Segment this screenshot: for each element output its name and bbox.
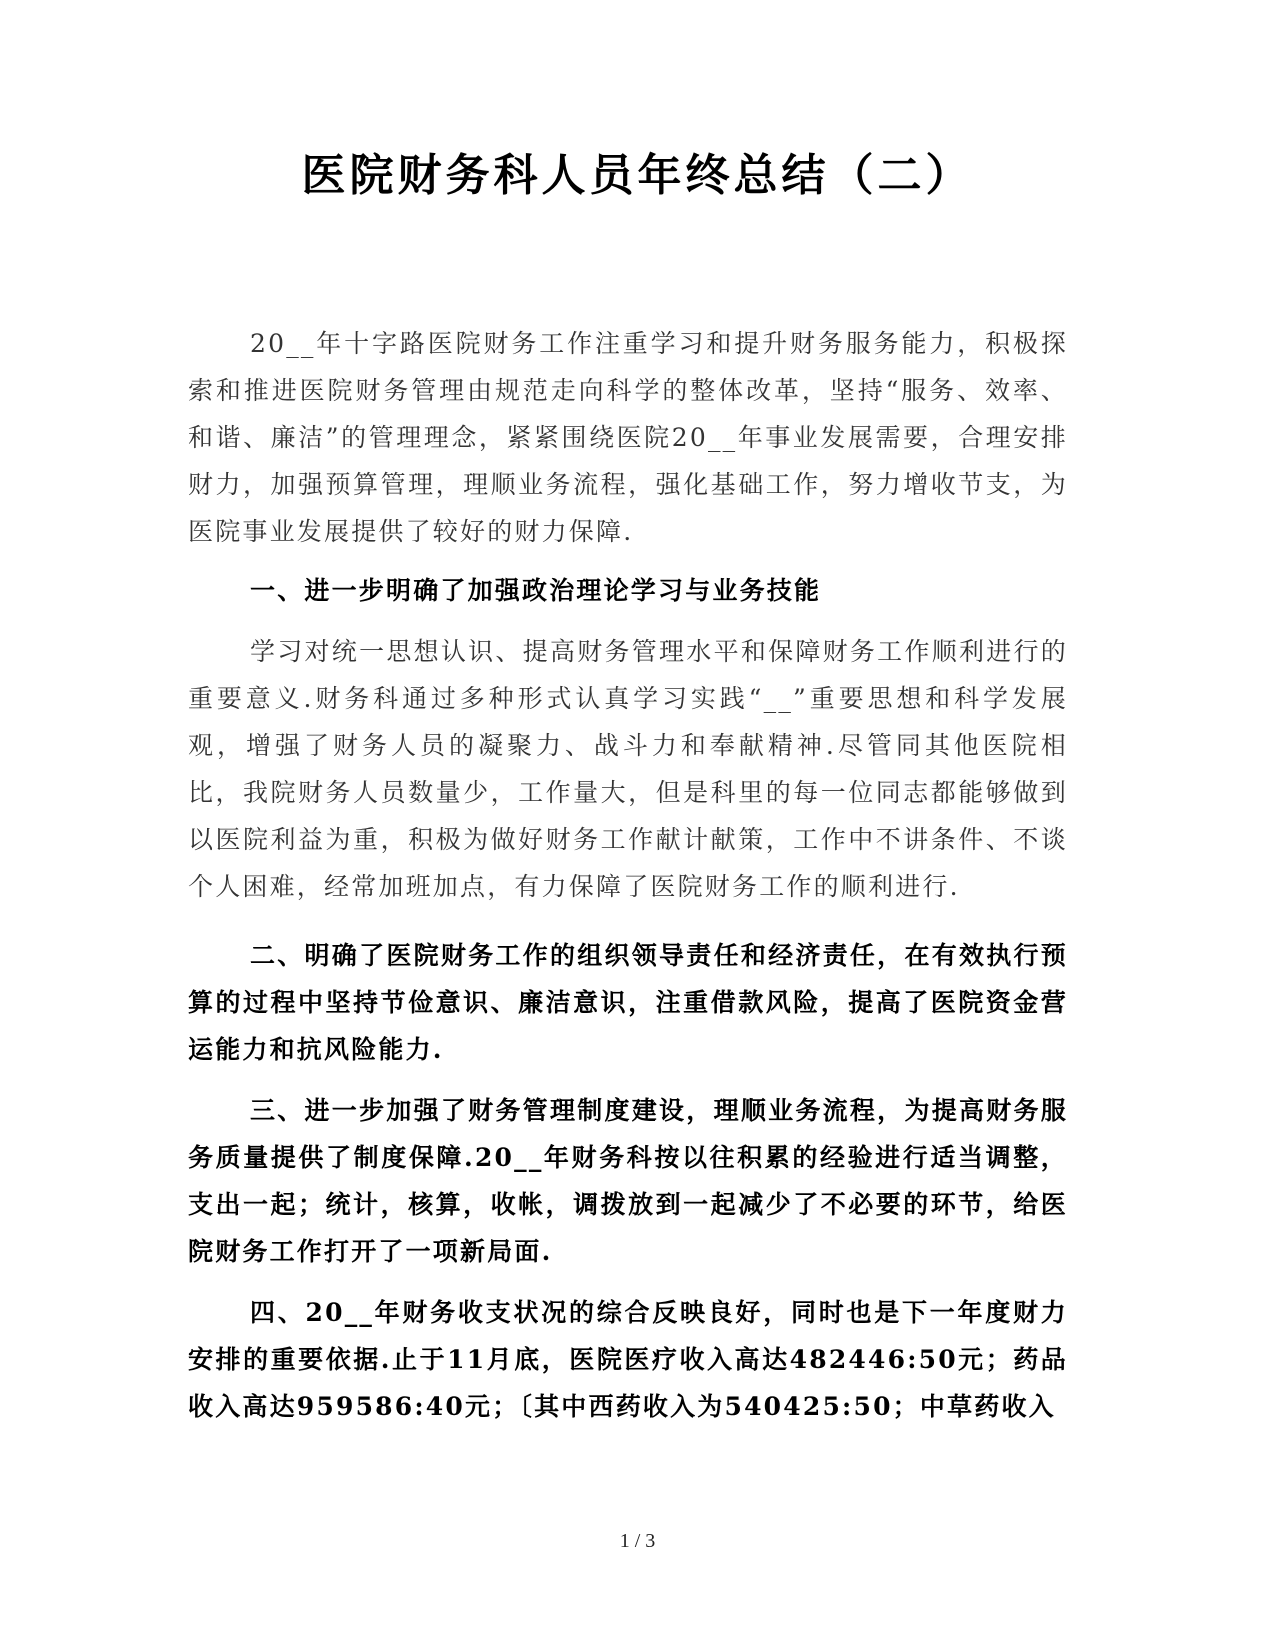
document-title: 医院财务科人员年终总结（二） [301, 150, 974, 201]
document-body [188, 320, 1068, 1430]
section-4-paragraph: 四、20__年财务收支状况的综合反映良好，同时也是下一年度财力安排的重要依据.止于11月底，医院医疗收入高达482446:50元；药品收入高达959586:40元；〔其中西药收入为540425:50；中草药收入 [188, 1298, 1068, 1421]
intro-paragraph: 20__年十字路医院财务工作注重学习和提升财务服务能力，积极探索和推进医院财务管理由规范走向科学的整体改革，坚持“服务、效率、和谐、廉洁”的管理理念，紧紧围绕医院20__年事业发展需要，合理安排财力，加强预算管理，理顺业务流程，强化基础工作，努力增收节支，为医院事业发展提供了较好的财力保障. [188, 329, 1068, 546]
section-heading-1: 一、进一步明确了加强政治理论学习与业务技能 [250, 576, 822, 605]
section-3-paragraph: 三、进一步加强了财务管理制度建设，理顺业务流程，为提高财务服务质量提供了制度保障.20__年财务科按以往积累的经验进行适当调整，支出一起；统计，核算，收帐，调拨放到一起减少了不必要的环节，给医院财务工作打开了一项新局面. [188, 1096, 1068, 1266]
page-number: 1 / 3 [619, 1530, 656, 1552]
section-1-paragraph: 学习对统一思想认识、提高财务管理水平和保障财务工作顺利进行的重要意义.财务科通过多种形式认真学习实践“__”重要思想和科学发展观，增强了财务人员的凝聚力、战斗力和奉献精神.尽管同其他医院相比，我院财务人员数量少，工作量大，但是科里的每一位同志都能够做到以医院利益为重，积极为做好财务工作献计献策，工作中不讲条件、不谈个人困难，经常加班加点，有力保障了医院财务工作的顺利进行. [188, 637, 1068, 901]
section-2-paragraph: 二、明确了医院财务工作的组织领导责任和经济责任，在有效执行预算的过程中坚持节俭意识、廉洁意识，注重借款风险，提高了医院资金营运能力和抗风险能力. [188, 941, 1068, 1064]
